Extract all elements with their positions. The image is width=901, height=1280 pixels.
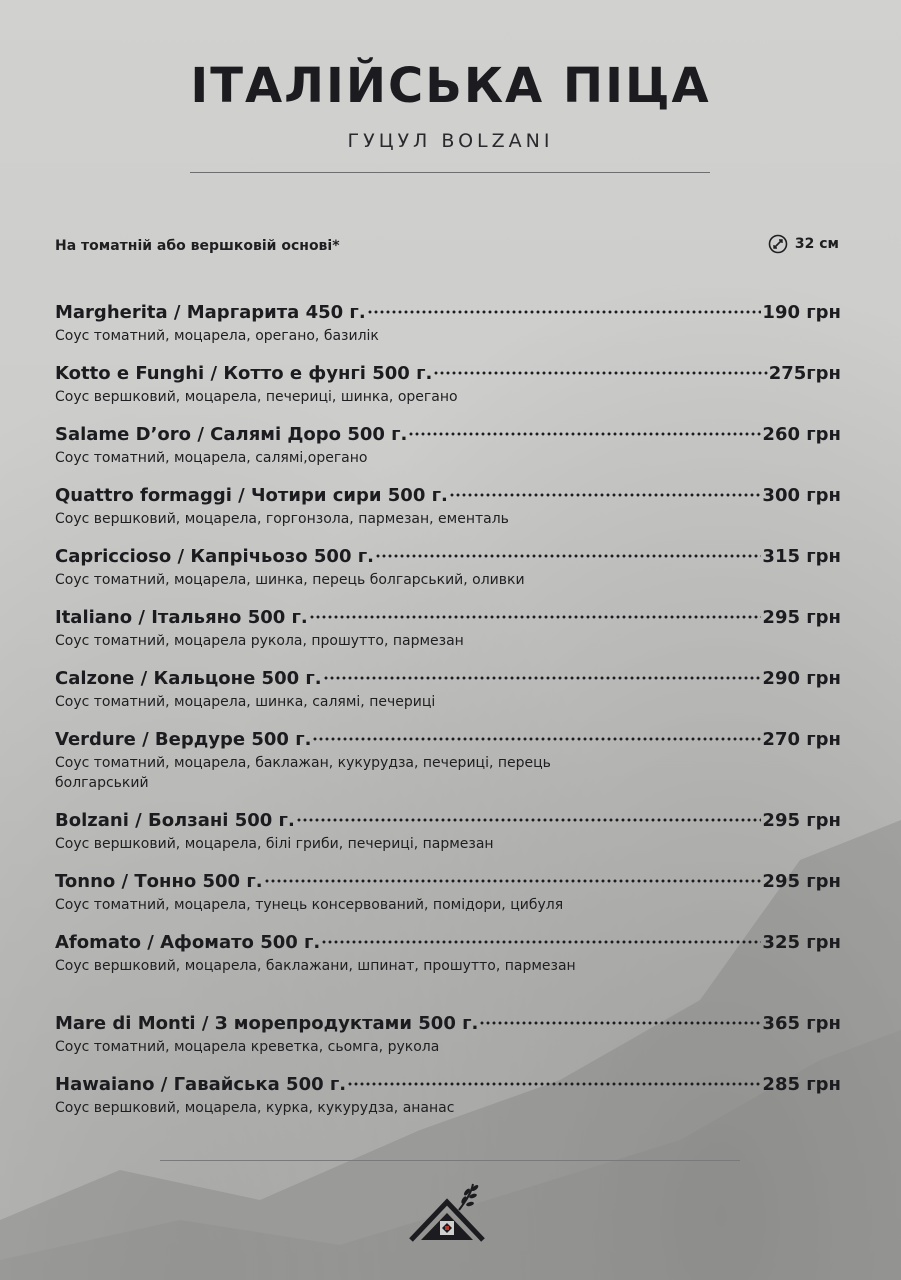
dot-leader xyxy=(312,719,761,745)
item-name: Margherita / Маргарита 450 г. xyxy=(55,302,366,323)
item-description: Соус вершковий, моцарела, печериці, шинка, орегано xyxy=(55,389,458,405)
item-price: 295 грн xyxy=(762,607,841,628)
item-name: Italiano / Італьяно 500 г. xyxy=(55,607,308,628)
item-price: 315 грн xyxy=(762,546,841,567)
menu-item-italiano xyxy=(55,597,841,658)
item-name: Kotto e Funghi / Котто е фунгі 500 г. xyxy=(55,363,433,384)
item-name: Salame D’oro / Салямі Доро 500 г. xyxy=(55,424,408,445)
dot-leader xyxy=(408,414,761,440)
dot-leader xyxy=(449,475,762,501)
item-description: Соус томатний, моцарела, баклажан, кукурудза, печериці, перець болгарський xyxy=(55,755,551,791)
item-name: Verdure / Вердуре 500 г. xyxy=(55,729,312,750)
item-description: Соус томатний, моцарела рукола, прошутто, пармезан xyxy=(55,633,464,649)
item-price: 285 грн xyxy=(762,1074,841,1095)
item-description: Соус томатний, моцарела, салямі,орегано xyxy=(55,450,368,466)
item-description: Соус вершковий, моцарела, курка, кукурудза, ананас xyxy=(55,1100,455,1116)
menu-item-salame-doro xyxy=(55,414,841,475)
menu-item-bolzani xyxy=(55,800,841,861)
dot-leader xyxy=(479,1003,761,1029)
divider xyxy=(190,172,710,173)
item-price: 300 грн xyxy=(762,485,841,506)
menu-item-kotto-e-funghi xyxy=(55,353,841,414)
item-description: Соус томатний, моцарела, шинка, перець болгарський, оливки xyxy=(55,572,525,588)
menu-item-quattro-formaggi xyxy=(55,475,841,536)
item-name: Bolzani / Болзані 500 г. xyxy=(55,810,295,831)
menu-item-margherita xyxy=(55,292,841,353)
dot-leader xyxy=(433,353,767,379)
footer-divider xyxy=(160,1160,740,1161)
size-indicator xyxy=(768,234,839,254)
item-price: 260 грн xyxy=(762,424,841,445)
item-name: Tonno / Тонно 500 г. xyxy=(55,871,263,892)
menu-item-afomato xyxy=(55,922,841,1003)
item-description: Соус вершковий, моцарела, баклажани, шпинат, прошутто, пармезан xyxy=(55,958,576,974)
dot-leader xyxy=(264,861,762,887)
dot-leader xyxy=(367,292,762,318)
item-price: 325 грн xyxy=(762,932,841,953)
size-label: 32 см xyxy=(794,236,839,252)
menu-item-hawaiano xyxy=(55,1064,841,1125)
dot-leader xyxy=(321,922,761,948)
dot-leader xyxy=(296,800,762,826)
item-description: Соус томатний, моцарела креветка, сьомга, рукола xyxy=(55,1039,440,1055)
item-price: 365 грн xyxy=(762,1013,841,1034)
dot-leader xyxy=(309,597,762,623)
diameter-icon xyxy=(768,234,788,254)
item-name: Mare di Monti / З морепродуктами 500 г. xyxy=(55,1013,479,1034)
item-name: Capriccioso / Капрічьозо 500 г. xyxy=(55,546,374,567)
item-price: 295 грн xyxy=(762,810,841,831)
page-title: ІТАЛІЙСЬКА ПІЦА xyxy=(190,58,711,114)
item-description: Соус томатний, моцарела, шинка, салямі, печериці xyxy=(55,694,436,710)
item-name: Hawaiano / Гавайська 500 г. xyxy=(55,1074,347,1095)
item-price: 290 грн xyxy=(762,668,841,689)
menu-item-tonno xyxy=(55,861,841,922)
dot-leader xyxy=(347,1064,761,1090)
hut-logo-icon xyxy=(407,1180,493,1246)
menu-item-calzone xyxy=(55,658,841,719)
menu-list xyxy=(55,292,841,1125)
item-price: 275грн xyxy=(768,363,841,384)
item-name: Quattro formaggi / Чотири сири 500 г. xyxy=(55,485,448,506)
dot-leader xyxy=(323,658,762,684)
item-price: 190 грн xyxy=(762,302,841,323)
item-description: Соус вершковий, моцарела, горгонзола, пармезан, ементаль xyxy=(55,511,509,527)
item-name: Calzone / Кальцоне 500 г. xyxy=(55,668,322,689)
menu-item-verdure xyxy=(55,719,841,800)
item-description: Соус томатний, моцарела, тунець консервований, помідори, цибуля xyxy=(55,897,564,913)
item-price: 270 грн xyxy=(762,729,841,750)
dot-leader xyxy=(375,536,761,562)
menu-item-mare-di-monti xyxy=(55,1003,841,1064)
item-description: Соус вершковий, моцарела, білі гриби, печериці, пармезан xyxy=(55,836,494,852)
item-price: 295 грн xyxy=(762,871,841,892)
item-name: Afomato / Афомато 500 г. xyxy=(55,932,321,953)
page-subtitle: ГУЦУЛ BOLZANI xyxy=(347,130,554,152)
menu-item-capriccioso xyxy=(55,536,841,597)
base-note: На томатній або вершковій основі* xyxy=(55,238,340,254)
item-description: Соус томатний, моцарела, орегано, базилік xyxy=(55,328,379,344)
